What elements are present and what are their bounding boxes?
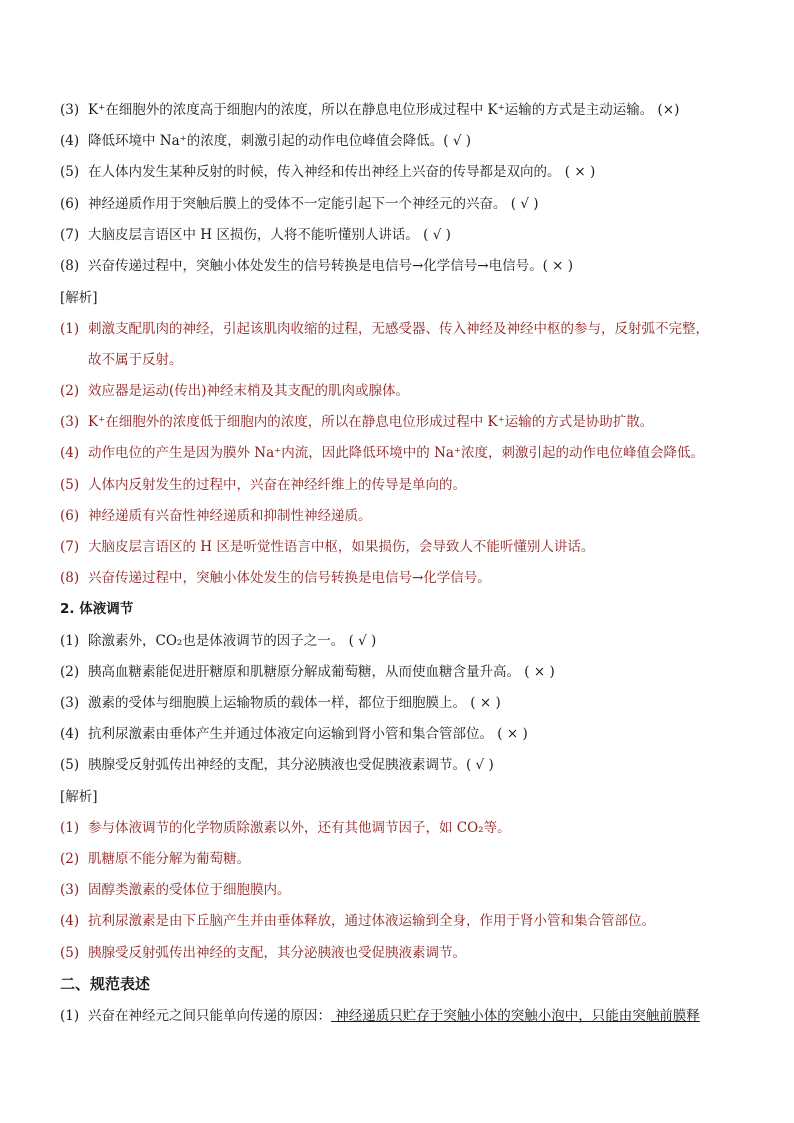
question-item: (4) 降低环境中 Na⁺的浓度，刺激引起的动作电位峰值会降低。( √ ): [60, 133, 471, 149]
analysis-item: (1) 参与体液调节的化学物质除激素以外，还有其他调节因子，如 CO₂等。: [60, 820, 511, 836]
analysis-label: [解析]: [60, 290, 98, 306]
answer-underlined: 神经递质只贮存于突触小体的突触小泡中，只能由突触前膜释: [331, 1008, 700, 1024]
analysis-item: (3) K⁺在细胞外的浓度低于细胞内的浓度，所以在静息电位形成过程中 K⁺运输的方式是协助扩散。: [60, 414, 654, 430]
question-item: (3) K⁺在细胞外的浓度高于细胞内的浓度，所以在静息电位形成过程中 K⁺运输的方式是主动运输。 (×): [60, 102, 680, 118]
question-item: (7) 大脑皮层言语区中 H 区损伤，人将不能听懂别人讲话。 ( √ ): [60, 227, 451, 243]
analysis-item: (2) 效应器是运动(传出)神经末梢及其支配的肌肉或腺体。: [60, 383, 410, 399]
question-item: (4) 抗利尿激素由垂体产生并通过体液定向运输到肾小管和集合管部位。 ( × ): [60, 726, 528, 742]
question-item: (8) 兴奋传递过程中，突触小体处发生的信号转换是电信号→化学信号→电信号。( × ): [60, 258, 574, 274]
question-item: (6) 神经递质作用于突触后膜上的受体不一定能引起下一个神经元的兴奋。 ( √ ): [60, 196, 539, 212]
analysis-item: (4) 动作电位的产生是因为膜外 Na⁺内流，因此降低环境中的 Na⁺浓度，刺激引起的动作电位峰值会降低。: [60, 445, 705, 461]
question-item: (1) 除激素外，CO₂也是体液调节的因子之一。 ( √ ): [60, 633, 377, 649]
section-heading: 二、规范表述: [60, 975, 151, 993]
analysis-item-continuation: 故不属于反射。: [88, 352, 183, 368]
question-item: (5) 胰腺受反射弧传出神经的支配，其分泌胰液也受促胰液素调节。( √ ): [60, 757, 494, 773]
analysis-item: (6) 神经递质有兴奋性神经递质和抑制性神经递质。: [60, 508, 372, 524]
analysis-item: (2) 肌糖原不能分解为葡萄糖。: [60, 851, 250, 867]
analysis-item: (3) 固醇类激素的受体位于细胞膜内。: [60, 882, 291, 898]
statement-item: (1) 兴奋在神经元之间只能单向传递的原因： 神经递质只贮存于突触小体的突触小泡中，只能由突触前膜释: [60, 1008, 700, 1024]
analysis-item: (8) 兴奋传递过程中，突触小体处发生的信号转换是电信号→化学信号。: [60, 570, 491, 586]
question-item: (5) 在人体内发生某种反射的时候，传入神经和传出神经上兴奋的传导都是双向的。 ( × ): [60, 164, 596, 180]
analysis-item: (7) 大脑皮层言语区的 H 区是听觉性语言中枢，如果损伤，会导致人不能听懂别人讲话。: [60, 539, 595, 555]
analysis-item: (5) 人体内反射发生的过程中，兴奋在神经纤维上的传导是单向的。: [60, 477, 466, 493]
analysis-item: (5) 胰腺受反射弧传出神经的支配，其分泌胰液也受促胰液素调节。: [60, 945, 466, 961]
analysis-label: [解析]: [60, 789, 98, 805]
question-item: (3) 激素的受体与细胞膜上运输物质的载体一样，都位于细胞膜上。 ( × ): [60, 695, 501, 711]
question-item: (2) 胰高血糖素能促进肝糖原和肌糖原分解成葡萄糖，从而使血糖含量升高。 ( × ): [60, 664, 555, 680]
analysis-item: (1) 刺激支配肌肉的神经，引起该肌肉收缩的过程，无感受器、传入神经及神经中枢的参与，反射弧不完整，: [60, 321, 709, 337]
section-heading: 2. 体液调节: [60, 601, 134, 617]
analysis-item: (4) 抗利尿激素是由下丘脑产生并由垂体释放，通过体液运输到全身，作用于肾小管和集合管部位。: [60, 913, 655, 929]
